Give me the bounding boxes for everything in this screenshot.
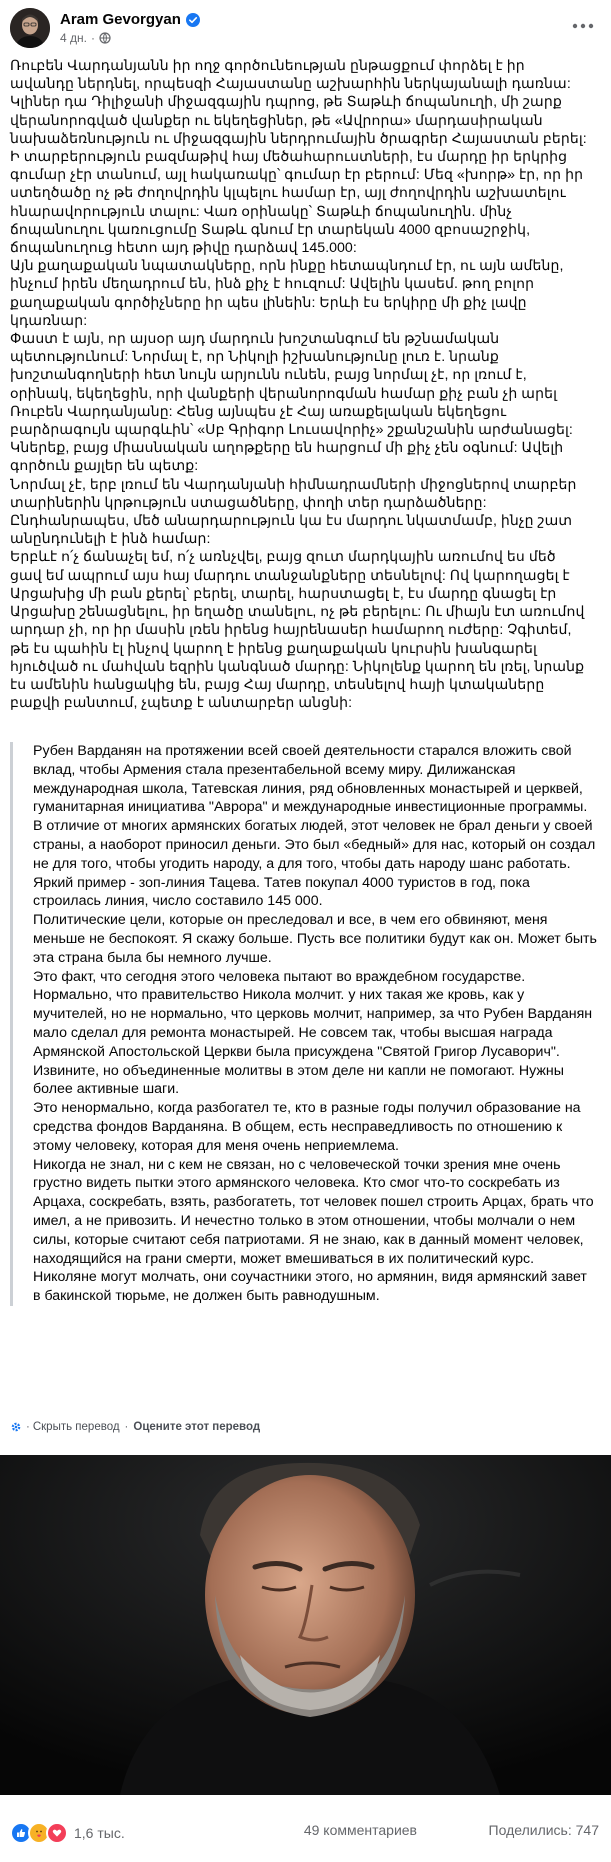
globe-icon [99, 32, 111, 44]
comments-count[interactable]: 49 комментариев [303, 1822, 417, 1838]
love-reaction-icon [46, 1822, 68, 1844]
author-row [60, 11, 200, 28]
post-header [10, 8, 601, 48]
original-paragraph: Այն քաղաքական նպատակները, որն ինքը հետապնդում էր, ու այն ամենը, ինչում իրեն մեղադրում են, ինձ քիչ է հուզում: Ավելին կասեմ. թող բոլոր քաղաքական գործիչները իր պես լինեին: Երևի էս երկիրը մի քիչ լավը կդառնար: [10, 258, 564, 329]
post-original-text [10, 57, 590, 712]
shares-count[interactable]: Поделились: 747 [488, 1822, 599, 1838]
original-paragraph: Նորմալ չէ, երբ լռում են Վարդանյանի հիմնադրամների միջոցներով տարբեր տարիներին կրթություն ստացածները, փողի տեր դարձածները: Ընդհանրապես, մեծ անարդարություն կա էս մարդու նկատմամբ, ինչը շատ անընդունելի է ինձ համար: [10, 476, 577, 548]
meta-dot: · [90, 31, 95, 45]
translation-paragraph: Политические цели, которые он преследовал и все, в чем его обвиняют, меня меньше не беспокоят. Я скажу больше. Пусть все политики будут как он. Может быть эта страна была бы немного лучше. [33, 912, 597, 966]
rate-translation-link[interactable]: Оцените этот перевод [133, 1421, 261, 1433]
original-paragraph: Ի տարբերություն բազմաթիվ հայ մեծահարուստների, էս մարդը իր երկրից գումար չէր տանում, այլ հակառակը՝ գումար էր բերում: Մեզ «խորթ» էր, որ իր ստեղծածը ոչ թե ժողովրդին կլպելու համար էր, այլ ժողովրդին աշխատելու հնարավորություն տալու: Վառ օրինակը՝ Տաթևի ճոպանուղին. մինչ ճոպանուղու կառուցումը Տաթև գնում էր տարեկան 4000 զբոսաշրջիկ, ճոպանուղուց հետո այդ թիվը դարձավ 145.000: [10, 149, 584, 257]
translation-paragraph: Это ненормально, когда разбогател те, кто в разные годы получил образование на средства фондов Варданяна. В общем, есть несправедливость по отношению к этому человеку, которая для меня очень неприемлема. [33, 1100, 581, 1154]
translation-paragraph: Рубен Варданян на протяжении всей своей деятельности старался вложить свой вклад, чтобы Армения стала презентабельной всему миру. Дилижанская международная школа, Татевская линия, ряд обновленных монастырей и церквей, гуманитарная инициатива "Аврора" и международные инвестиционные программы. [33, 743, 588, 816]
post-photo[interactable] [0, 1455, 611, 1795]
original-paragraph: Ռուբեն Վարդանյանն իր ողջ գործունեության ընթացքում փորձել է իր ավանդը ներդնել, որպեսզի Հայաստանը աշխարհին ներկայանալի դառնա: Կլիներ դա Դիլիջանի միջազգային դպրոց, թե Տաթևի ճոպանուղի, մի շարք վերանորոգված վանքեր ու եկեղեցիներ, թե «Ավրորա» մարդասիրական նախաձեռնություն ու միջազգային ներդրումային ծրագրեր Հայաստան բերել: [10, 58, 587, 147]
translation-paragraph: Никогда не знал, ни с кем не связан, но с человеческой точки зрения мне очень грустно видеть пытки этого армянского человека. Кто смог что-то соскребать из Арцаха, соскребать, взять, разбогатеть, тот человек пошел строить Арцах, брать что имел, а не привозить. И нечестно только в этом отношении, чтобы молчали о нем силы, которые считают себя патриотами. Я не знаю, как в данный момент человек, находящийся на грани смерти, может вмешиваться в их политический курс. Николяне могут молчать, они соучастники этого, но армянин, видя армянский завет в бакинской тюрьме, не должен быть равнодушным. [33, 1156, 594, 1305]
author-avatar[interactable] [10, 8, 50, 48]
more-options-button[interactable] [565, 12, 601, 40]
translation-paragraph: Это факт, что сегодня этого человека пытают во враждебном государстве. Нормально, что правительство Никола молчит. у них такая же кровь, как у мучителей, но не нормально, что церковь молчит, например, за что Рубен Варданян мало сделал для ремонта монастырей. Не совсем так, чтобы высшая награда Армянской Апостольской Церкви была присуждена "Святой Григор Лусаворич". Извините, но объединенные молитвы в этом деле ни капли не помогают. Нужны более активные шаги. [33, 968, 593, 1098]
post-meta [60, 31, 111, 45]
reaction-count: 1,6 тыс. [74, 1825, 125, 1841]
translation-controls [10, 1421, 260, 1433]
hide-translation-link[interactable]: Скрыть перевод [32, 1421, 120, 1433]
post-photo-portrait [0, 1455, 611, 1795]
translation-paragraph: В отличие от многих армянских богатых людей, этот человек не брал деньги у своей страны, а наоборот приносил деньги. Это был «бедный» для нас, который он создал не для того, чтобы угодить народу, а для того, чтобы дать народу шанс работать. Яркий пример - зоп-линия Тацева. Татев покупал 4000 туристов в год, пока строилась линия, число составило 145 000. [33, 818, 596, 910]
translation-text [13, 742, 598, 1306]
post-footer [10, 1820, 601, 1844]
meta-dot: · [124, 1421, 129, 1433]
more-horizontal-icon [572, 23, 594, 29]
post-timestamp[interactable]: 4 дн. [60, 31, 87, 45]
gear-icon[interactable] [10, 1421, 22, 1433]
original-paragraph: Փաստ է այն, որ այսօր այդ մարդուն խոշտանգում են թշնամական պետությունում: Նորմալ է, որ Նիկոլի իշխանությունը լուռ է. նրանք խոշտանգողների հետ նույն արյունն ունեն, բայց նորմալ չէ, որ լռում է, օրինակ, եկեղեցին, որի վանքերի վերանորոգման համար քիչ բան չի արել Ռուբեն Վարդանյանը: Հենց այնպես չէ Հայ առաքելական եկեղեցու բարձրագույն պարգևին՝ «Սբ Գրիգոր Լուսավորիչ» շքանշանին արժանացել: Կներեք, բայց միասնական աղոթքերը են հարցում մի քիչ չեն օգնում: Ավելի գործուն քայլեր են պետք: [10, 331, 573, 475]
reactions-summary[interactable] [10, 1822, 125, 1844]
avatar-portrait [10, 8, 50, 48]
translation-block [10, 742, 603, 1306]
author-name[interactable]: Aram Gevorgyan [60, 11, 181, 28]
meta-dot: · [26, 1421, 30, 1433]
original-paragraph: Երբևէ ո՛չ ճանաչել եմ, ո՛չ առնչվել, բայց զուտ մարդկային առումով ես մեծ ցավ եմ ապրում այս հայ մարդու տանջանքները տեսնելով: Ով կարողացել է Արցախից մի բան քերել՝ բերել, տարել, հարստացել է, էս մարդը գնացել էր Արցախը շենացնելու, իր եղածը տանելու, ոչ թե բերելու: Ու միայն էտ առումով արդար չի, որ իր մասին լռեն իրենց հայրենասեր համարող ուժերը: Չգիտեմ, թե էս պահին էլ ինչով կարող է իրենց քաղաքական կուրսին խանգարել հյուծված ու մահվան եզրին կանգնած մարդը: Նիկոլենք կարող են լռել, նրանք էս ամենին հանցակից են, բայց Հայ մարդը, տեսնելով հայի կտակաները բաքվի բանտում, չպետք է անտարբեր անցնի: [10, 549, 585, 712]
verified-badge-icon [186, 13, 200, 27]
